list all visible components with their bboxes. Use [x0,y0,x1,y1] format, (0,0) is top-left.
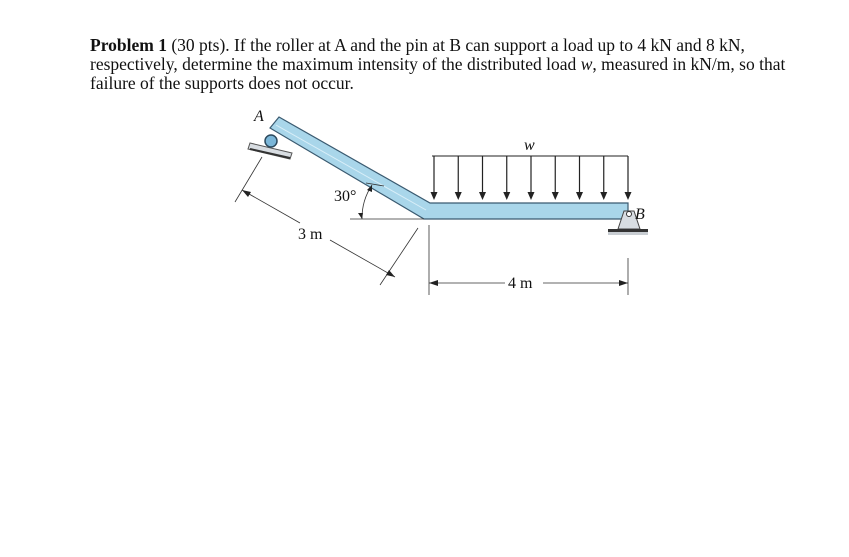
load-arrow [576,156,583,200]
load-arrow [479,156,486,200]
load-arrow [528,156,535,200]
roller-support-a [248,135,292,159]
load-arrow [455,156,462,200]
problem-title: Problem 1 [90,35,167,55]
label-3m: 3 m [298,226,323,243]
label-4m: 4 m [508,275,533,292]
load-arrows [431,156,632,200]
label-angle: 30° [334,188,357,205]
problem-w-symbol: w [580,54,593,74]
problem-points: (30 pts). [171,35,230,55]
pin-icon [627,212,632,217]
beam [270,117,628,219]
problem-text-1: If the roller at A and the pin at B can support a load up to 4 kN and 8 kN, respectively, determine the maximum intensity of the distributed load [90,35,745,74]
load-arrow [600,156,607,200]
load-arrow [503,156,510,200]
label-a: A [254,108,264,125]
distributed-load [431,156,632,200]
label-b: B [635,206,645,223]
load-arrow [625,156,632,200]
load-arrow [552,156,559,200]
label-w: w [524,137,535,154]
problem-text-2: , measured in kN/m, so that failure of the supports does not occur. [90,54,786,93]
roller-icon [265,135,277,147]
dimension-3m [235,157,418,285]
load-arrow [431,156,438,200]
